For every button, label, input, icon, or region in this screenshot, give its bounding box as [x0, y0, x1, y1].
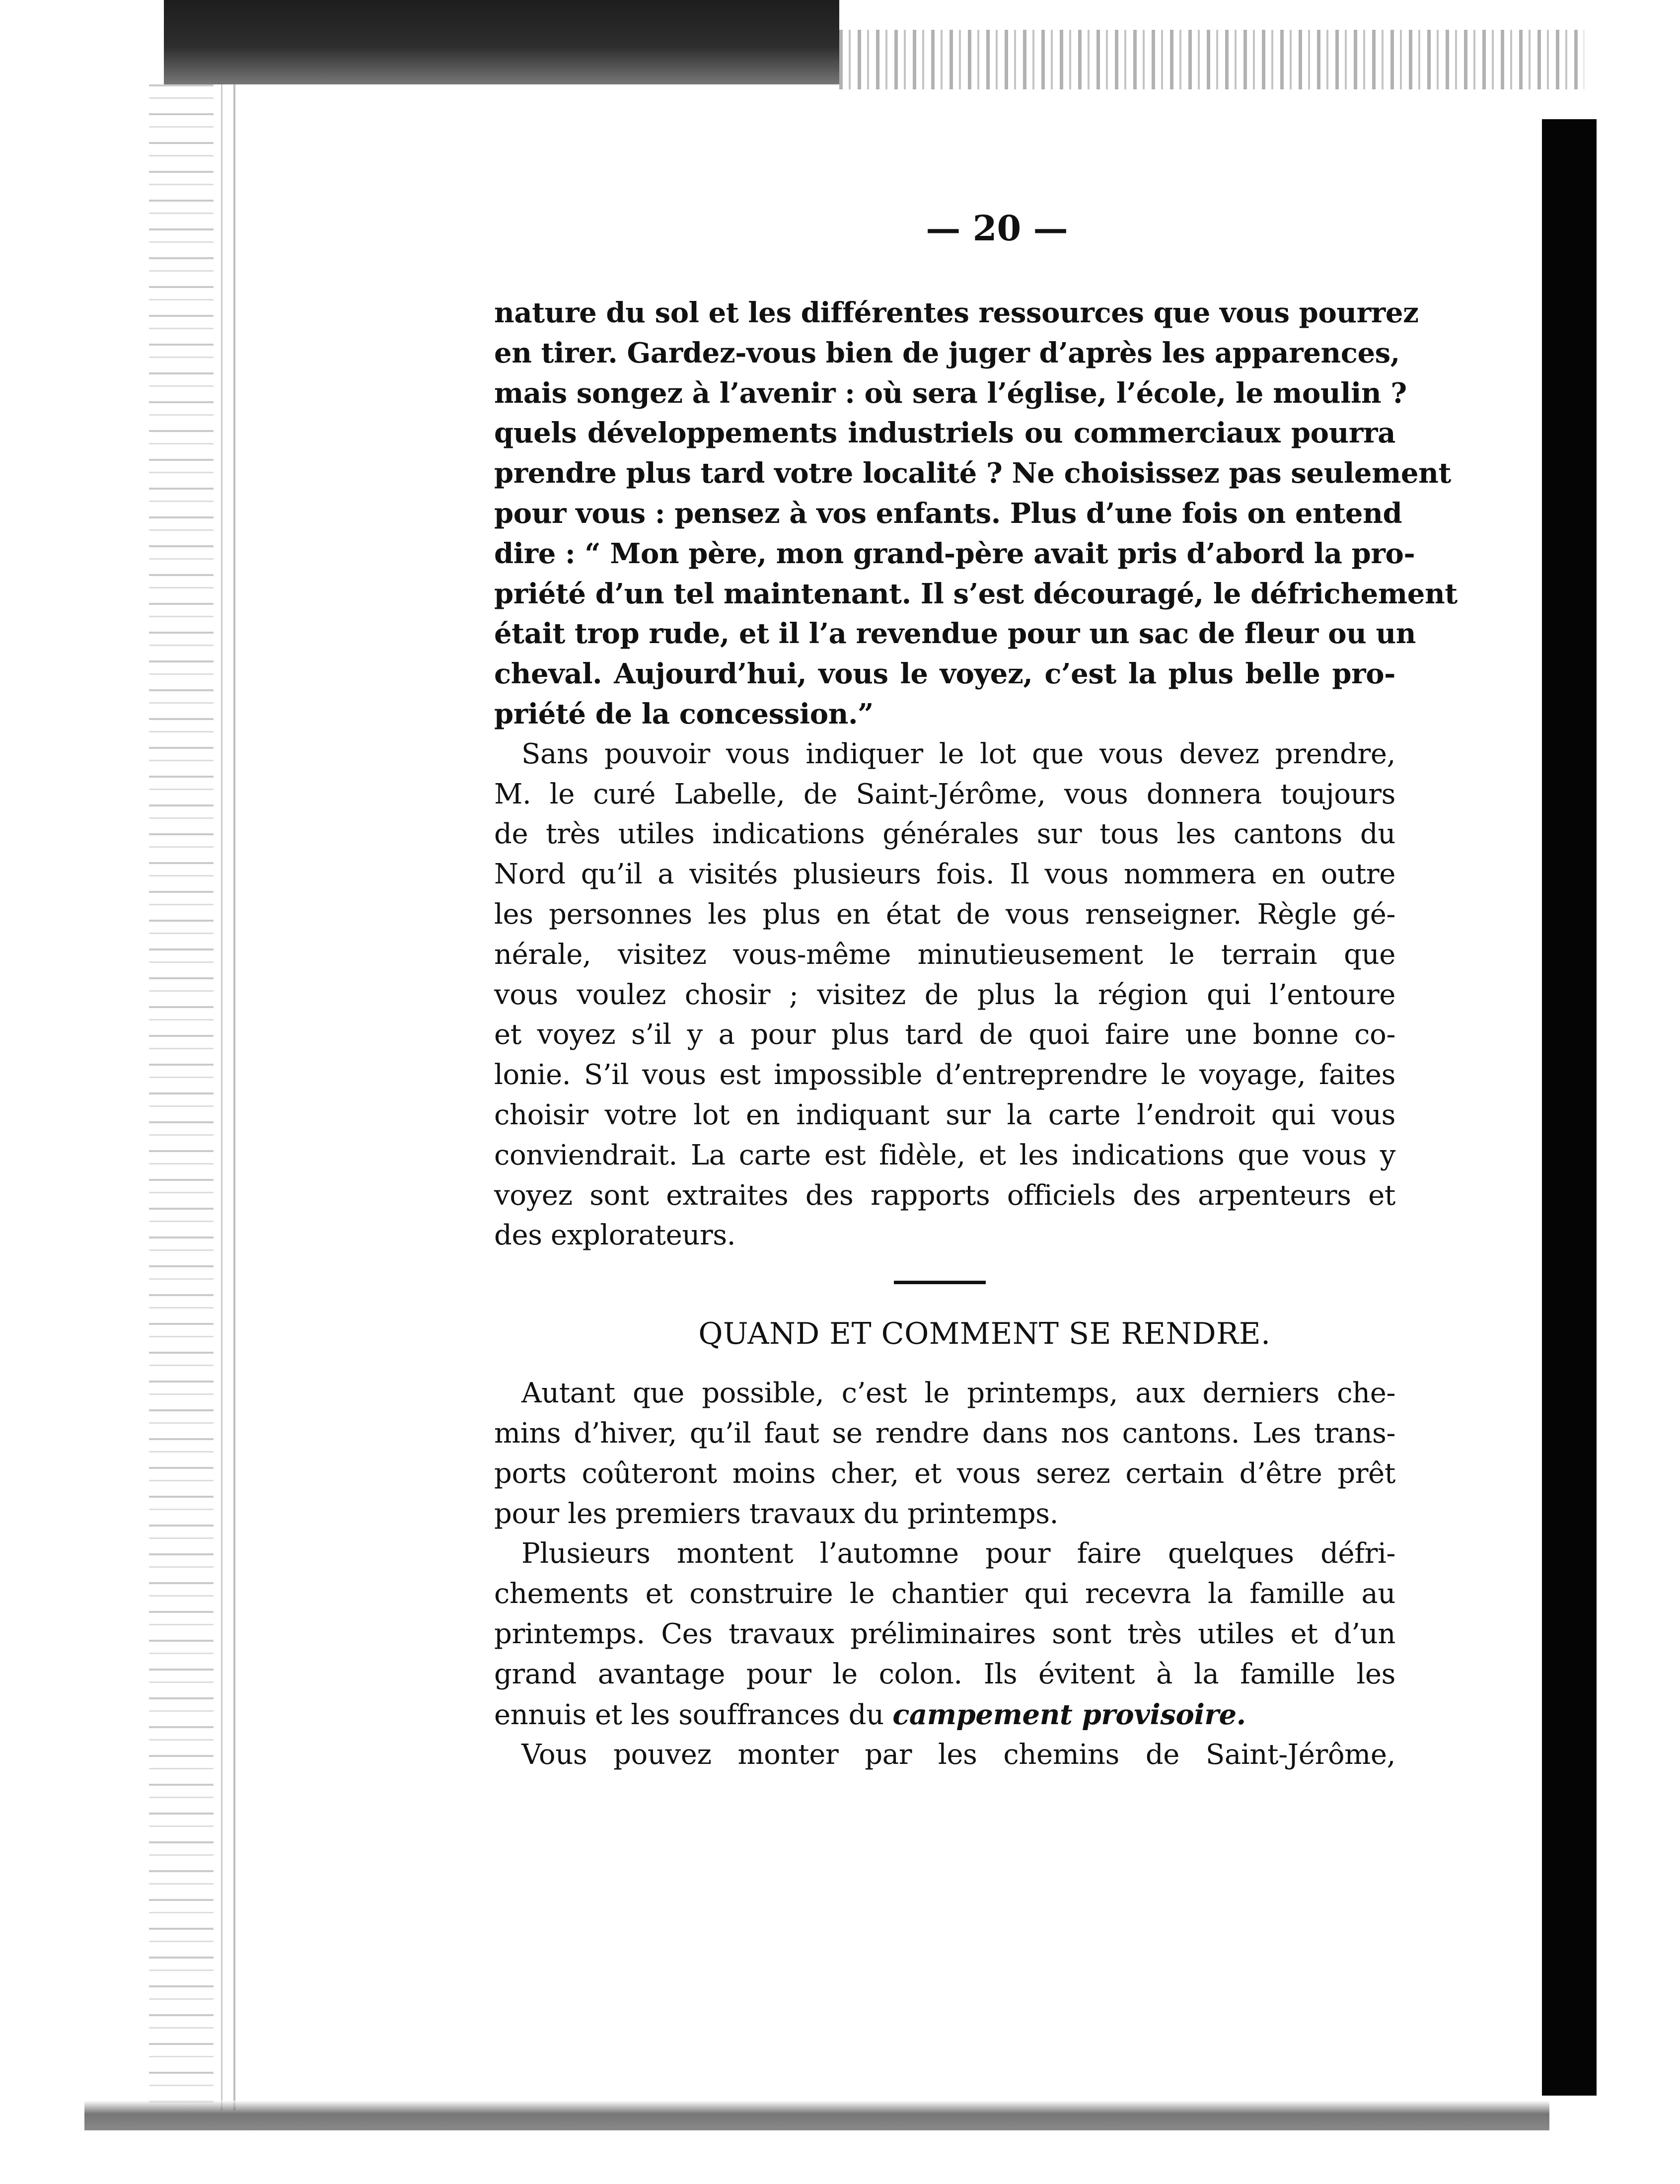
- text-line: cheval. Aujourd’hui, vous le voyez, c’est la plus belle pro-: [494, 657, 1395, 691]
- text-line: priété de la concession.”: [494, 697, 874, 730]
- text-line: conviendrait. La carte est fidèle, et les indications que vous y: [494, 1139, 1395, 1171]
- text-line: pour les premiers travaux du printemps.: [494, 1497, 1058, 1530]
- text-segment: ennuis et les souffrances du: [494, 1698, 893, 1731]
- text-line: quels développements industriels ou commerciaux pourra: [494, 417, 1395, 450]
- scan-noise-left: [149, 84, 214, 2111]
- text-line: Plusieurs montent l’automne pour faire quelques défri-: [521, 1537, 1395, 1570]
- text-line: Nord qu’il a visités plusieurs fois. Il vous nommera en outre: [494, 858, 1395, 891]
- section-heading: QUAND ET COMMENT SE RENDRE.: [698, 1316, 1271, 1352]
- text-line: Vous pouvez monter par les chemins de Saint-Jérôme,: [521, 1739, 1395, 1771]
- text-line: choisir votre lot en indiquant sur la carte l’endroit qui vous: [494, 1098, 1395, 1131]
- text-line: priété d’un tel maintenant. Il s’est découragé, le défrichement: [494, 577, 1458, 610]
- text-line: Sans pouvoir vous indiquer le lot que vous devez prendre,: [521, 737, 1395, 770]
- text-line: lonie. S’il vous est impossible d’entreprendre le voyage, faites: [494, 1059, 1395, 1092]
- text-line: mins d’hiver, qu’il faut se rendre dans nos cantons. Les trans-: [494, 1417, 1395, 1450]
- scan-gutter-line: [221, 84, 222, 2111]
- section-divider: [894, 1281, 986, 1284]
- text-line: chements et construire le chantier qui recevra la famille au: [494, 1578, 1395, 1610]
- text-line: ports coûteront moins cher, et vous serez certain d’être prêt: [494, 1457, 1395, 1490]
- text-line: prendre plus tard votre localité ? Ne choisissez pas seulement: [494, 457, 1451, 490]
- text-line: [494, 1695, 1395, 1736]
- text-line: nature du sol et les différentes ressources que vous pourrez: [494, 296, 1419, 329]
- text-line: mais songez à l’avenir : où sera l’église, l’école, le moulin ?: [494, 376, 1407, 410]
- scan-border-right: [1542, 119, 1597, 2096]
- text-line: en tirer. Gardez-vous bien de juger d’après les apparences,: [494, 336, 1400, 369]
- text-line: et voyez s’il y a pour plus tard de quoi faire une bonne co-: [494, 1019, 1395, 1051]
- page-number: — 20 —: [926, 208, 1068, 249]
- text-line: vous voulez chosir ; visitez de plus la région qui l’entoure: [494, 978, 1395, 1011]
- text-line: voyez sont extraites des rapports officiels des arpenteurs et: [494, 1179, 1395, 1212]
- scan-gutter-line: [233, 84, 235, 2111]
- paragraph-lot-choice: [494, 293, 1458, 734]
- text-line: Autant que possible, c’est le printemps, aux derniers che-: [521, 1377, 1395, 1410]
- scan-border-top: [164, 0, 839, 84]
- text-line: pour vous : pensez à vos enfants. Plus d’une fois on entend: [494, 497, 1402, 530]
- scan-noise-top: [839, 30, 1584, 89]
- book-page: [494, 208, 1458, 1775]
- text-line: était trop rude, et il l’a revendue pour un sac de fleur ou un: [494, 617, 1416, 651]
- italic-phrase: campement provisoire.: [892, 1698, 1246, 1731]
- text-line: des explorateurs.: [494, 1219, 736, 1252]
- text-line: printemps. Ces travaux préliminaires sont très utiles et d’un: [494, 1617, 1395, 1650]
- text-line: M. le curé Labelle, de Saint-Jérôme, vous donnera toujours: [494, 778, 1395, 810]
- text-line: de très utiles indications générales sur tous les cantons du: [494, 818, 1395, 851]
- text-line: dire : “ Mon père, mon grand-père avait pris d’abord la pro-: [494, 537, 1415, 570]
- paragraph-cure-labelle: [494, 734, 1395, 1256]
- text-line: les personnes les plus en état de vous renseigner. Règle gé-: [494, 898, 1395, 931]
- text-line: nérale, visitez vous-même minutieusement le terrain que: [494, 938, 1395, 971]
- text-line: grand avantage pour le colon. Ils évitent à la famille les: [494, 1658, 1395, 1690]
- paragraph-when-to-go: [494, 1374, 1395, 1775]
- scan-border-bottom: [84, 2101, 1549, 2130]
